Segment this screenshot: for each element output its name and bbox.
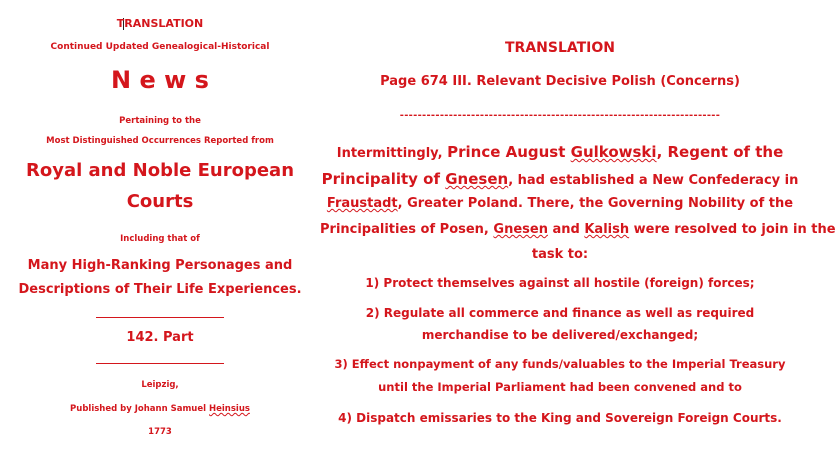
left-subtitle: Continued Updated Genealogical-Historical xyxy=(50,42,270,52)
including-text: Including that of xyxy=(120,234,200,244)
personages-line2: Descriptions of Their Life Experiences. xyxy=(18,282,302,297)
paragraph-line2 xyxy=(320,170,800,188)
page-line: Page 674 III. Relevant Decisive Polish (Concerns) xyxy=(380,74,740,89)
paragraph-line4 xyxy=(320,222,836,237)
publisher-text xyxy=(0,404,320,414)
occurrences-text: Most Distinguished Occurrences Reported from xyxy=(46,136,274,146)
personages-line1: Many High-Ranking Personages and xyxy=(27,258,293,273)
prince-regent: , Regent of the xyxy=(656,143,784,161)
publisher-name: Heinsius xyxy=(209,404,250,414)
confederacy-text: , had established a New Confederacy in xyxy=(508,173,799,188)
year-text: 1773 xyxy=(148,427,172,437)
prince-name: Gulkowski xyxy=(570,143,657,161)
resolved-text: were resolved to join in the xyxy=(629,222,836,237)
list-item-2-line2: merchandise to be delivered/exchanged; xyxy=(421,328,699,342)
dash-separator: ------------------------------------------------------------------------ xyxy=(399,110,721,121)
list-item-4: 4) Dispatch emissaries to the King and Sovereign Foreign Courts. xyxy=(338,411,782,425)
left-heading: TRANSLATION xyxy=(116,17,204,30)
right-heading: TRANSLATION xyxy=(504,40,615,56)
gnesen-name: Gnesen xyxy=(493,222,548,237)
royal-courts-line2: Courts xyxy=(126,191,194,212)
publisher-prefix: Published by Johann Samuel xyxy=(70,404,209,414)
royal-courts-line1: Royal and Noble European xyxy=(25,160,295,181)
city-text: Leipzig, xyxy=(141,380,179,390)
principality-name: Gnesen xyxy=(445,170,509,188)
news-title: N e w s xyxy=(111,66,209,94)
divider-top xyxy=(96,317,224,318)
fraustadt-rest: , Greater Poland. There, the Governing Nobility of the xyxy=(397,196,794,211)
and-text: and xyxy=(547,222,585,237)
list-item-3-line1: 3) Effect nonpayment of any funds/valuables to the Imperial Treasury xyxy=(334,357,786,371)
part-number: 142. Part xyxy=(126,330,194,345)
divider-bottom xyxy=(96,363,224,364)
intro-text: Intermittingly, xyxy=(336,146,448,161)
principality-label: Principality of xyxy=(321,170,446,188)
posen-text: Principalities of Posen, xyxy=(320,222,494,237)
list-item-1: 1) Protect themselves against all hostile (foreign) forces; xyxy=(365,276,755,290)
prince-title: Prince August xyxy=(447,143,571,161)
kalish-name: Kalish xyxy=(584,222,630,237)
fraustadt-name: Fraustadt xyxy=(326,196,398,211)
paragraph-line3 xyxy=(320,196,800,211)
task-line: task to: xyxy=(531,247,589,262)
list-item-3-line2: until the Imperial Parliament had been convened and to xyxy=(378,380,742,394)
list-item-2-line1: 2) Regulate all commerce and finance as well as required xyxy=(365,306,755,320)
pertaining-text: Pertaining to the xyxy=(119,116,201,126)
paragraph-line1 xyxy=(320,143,800,161)
